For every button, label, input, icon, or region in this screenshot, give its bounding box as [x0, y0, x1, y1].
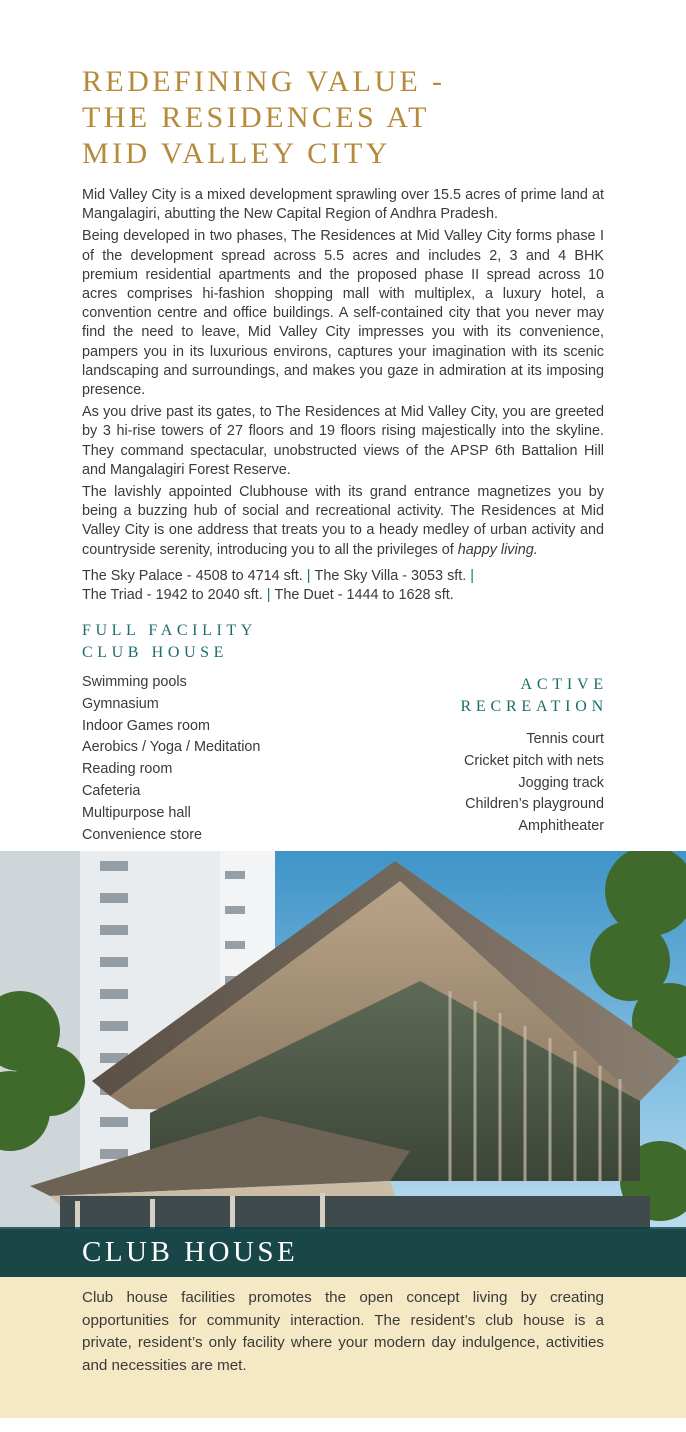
list-item: Cricket pitch with nets: [464, 752, 604, 769]
page-title: [82, 64, 602, 172]
unit-triad: The Triad - 1942 to 2040 sft.: [82, 587, 263, 603]
intro-paragraph-1: Mid Valley City is a mixed development sprawling over 15.5 acres of prime land at Mangalagiri, abutting the New Capital Region of Andhra Pradesh.: [82, 187, 604, 223]
list-item: Jogging track: [518, 774, 604, 791]
unit-sky-villa: The Sky Villa - 3053 sft.: [314, 568, 467, 584]
page-title-line-1: REDEFINING VALUE -: [82, 65, 446, 98]
list-item: Tennis court: [526, 731, 604, 747]
page-title-line-3: MID VALLEY CITY: [82, 137, 391, 170]
list-item: Indoor Games room: [82, 717, 210, 734]
active-recreation-heading-line-1: ACTIVE: [520, 676, 608, 693]
active-recreation-heading: [460, 674, 608, 718]
unit-duet: The Duet - 1444 to 1628 sft.: [274, 587, 454, 603]
happy-living-emphasis: happy living.: [457, 541, 538, 558]
club-house-heading-line-1: FULL FACILITY: [82, 622, 257, 639]
list-item: Multipurpose hall: [82, 804, 191, 821]
list-item: Cafeteria: [82, 782, 141, 799]
intro-text: [82, 186, 604, 563]
unit-sizes-row-1: [82, 567, 622, 586]
intro-paragraph-4: [82, 483, 604, 560]
recreation-list: [464, 729, 604, 838]
club-house-photo: [0, 851, 686, 1277]
unit-sizes-row-2: [82, 586, 622, 605]
list-item: Swimming pools: [82, 674, 187, 690]
club-house-description: Club house facilities promotes the open concept living by creating opportunities for community interaction. The resident’s club house is a private, resident’s only facility where your modern day indulgence, activities and necessities are met.: [82, 1289, 604, 1374]
unit-separator: |: [266, 587, 271, 603]
club-house-heading-line-2: CLUB HOUSE: [82, 644, 229, 661]
club-house-banner-title: CLUB HOUSE: [82, 1236, 299, 1268]
unit-separator: |: [306, 568, 311, 584]
club-facilities-list: [82, 672, 260, 846]
unit-sky-palace: The Sky Palace - 4508 to 4714 sft.: [82, 568, 303, 584]
unit-sizes: [82, 567, 622, 605]
list-item: Amphitheater: [518, 818, 604, 835]
list-item: Children’s playground: [465, 796, 604, 813]
club-house-description-panel: [0, 1277, 686, 1418]
intro-paragraph-4-main: The lavishly appointed Clubhouse with its grand entrance magnetizes you by being a buzzing hub of social and recreational activity. The Residences at Mid Valley City is one address that treats you to a heady medley of urban activity and countryside serenity, introducing you to all the privileges of: [82, 484, 604, 558]
list-item: Aerobics / Yoga / Meditation: [82, 739, 261, 756]
club-house-heading: [82, 620, 257, 664]
list-item: Reading room: [82, 761, 173, 778]
intro-paragraph-2: Being developed in two phases, The Residences at Mid Valley City forms phase I of the development spread across 5.5 acres and includes 2, 3 and 4 BHK premium residential apartments and the proposed phase II spread across 10 acres comprises hi-fashion shopping mall with multiplex, a luxury hotel, a convention centre and office buildings. A self-contained city that you never may find the need to leave, Mid Valley City impresses you with its convenience, pampers you in its luxurious environs, captures your imagination with its scenic landscaping and surroundings, and makes you gaze in admiration at its imposing presence.: [82, 228, 604, 399]
club-house-illustration: [0, 851, 686, 1277]
list-item: Convenience store: [82, 826, 202, 843]
ground-floor: [60, 1196, 650, 1231]
unit-separator: |: [470, 568, 475, 584]
page-title-line-2: THE RESIDENCES AT: [82, 101, 430, 134]
list-item: Gymnasium: [82, 695, 159, 712]
club-house-banner: [0, 1227, 686, 1277]
active-recreation-heading-line-2: RECREATION: [460, 698, 608, 715]
intro-paragraph-3: As you drive past its gates, to The Residences at Mid Valley City, you are greeted by 3 hi-rise towers of 27 floors and 19 floors rising majestically into the skyline. They command spectacular, unobstructed views of the APSP 6th Battalion Hill and Mangalagiri Forest Reserve.: [82, 404, 604, 478]
